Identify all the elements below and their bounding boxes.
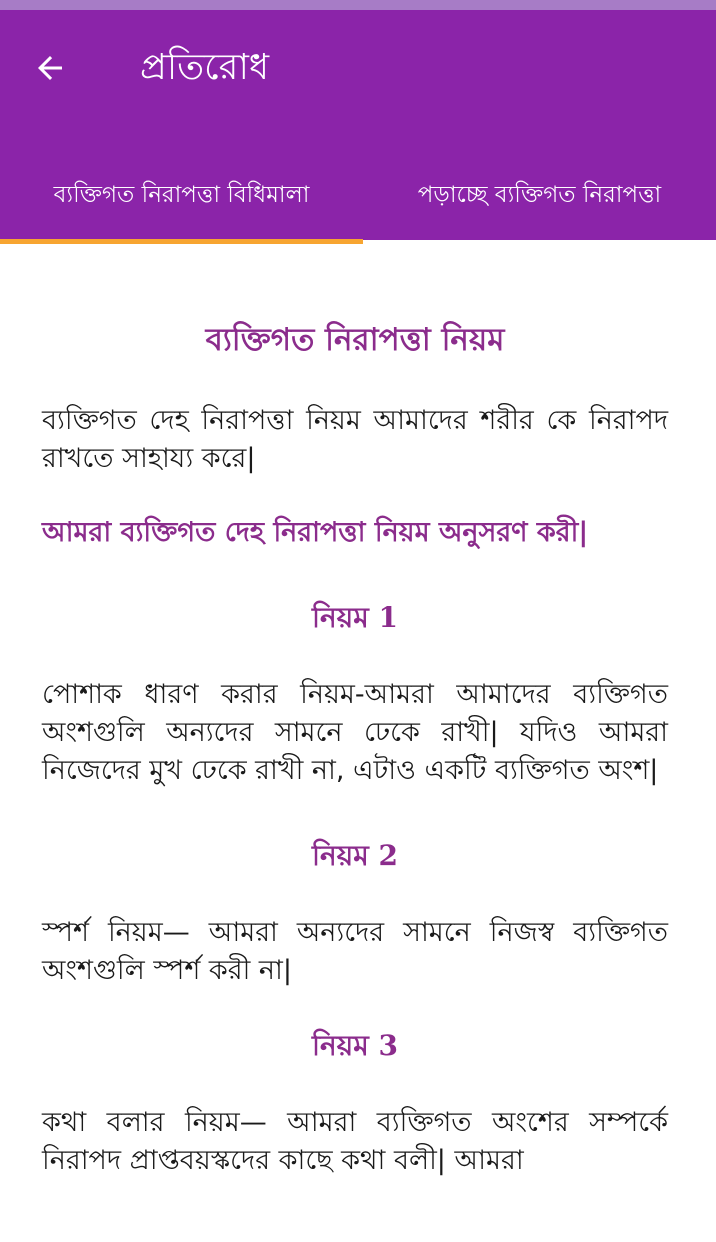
tab-bar [0,150,716,240]
content-area [42,240,668,1180]
tab-personal-safety-rules[interactable] [0,150,363,240]
tab-label: পড়াচ্ছে ব্যক্তিগত নিরাপত্তা [417,181,662,208]
content-heading: ব্যক্তিগত নিরাপত্তা নিয়ম [205,322,505,358]
app-bar [0,10,716,240]
intro-paragraph: ব্যক্তিগত দেহ নিরাপত্তা নিয়ম আমাদের শরীর কে নিরাপদ রাখতে সাহায্য করে| [42,405,668,474]
rule-1-text: পোশাক ধারণ করার নিয়ম-আমরা আমাদের ব্যক্তিগত অংশগুলি অন্যদের সামনে ঢেকে রাখী| যদিও আমরা নিজেদের মুখ ঢেকে রাখী না, এটাও একটি ব্যক্তিগত অংশ| [42,679,668,786]
rule-2-title: নিয়ম 2 [312,839,398,872]
status-bar [0,0,716,10]
rule-1-title: নিয়ম 1 [312,601,398,634]
tab-label: ব্যক্তিগত নিরাপত্তা বিধিমালা [53,181,310,208]
arrow-left-icon [32,50,68,86]
rule-2-text: স্পর্শ নিয়ম— আমরা অন্যদের সামনে নিজস্ব ব্যক্তিগত অংশগুলি স্পর্শ করী না| [42,917,668,986]
emphasis-paragraph: আমরা ব্যক্তিগত দেহ নিরাপত্তা নিয়ম অনুসরণ করী| [42,517,589,548]
tab-teaching-personal-safety[interactable] [363,150,716,240]
back-button[interactable] [22,40,78,96]
rule-3-title: নিয়ম 3 [312,1029,398,1062]
rule-3-text: কথা বলার নিয়ম— আমরা ব্যক্তিগত অংশের সম্পর্কে নিরাপদ প্রাপ্তবয়স্কদের কাছে কথা বলী| আমরা [42,1107,668,1176]
page-title: প্রতিরোধ [140,47,270,88]
